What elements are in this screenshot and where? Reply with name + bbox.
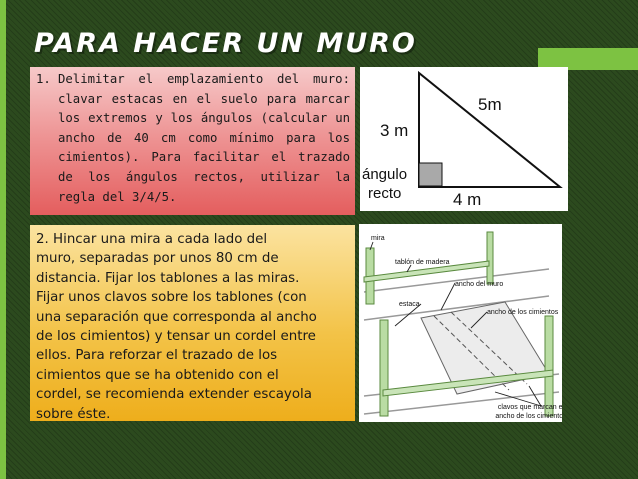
angle-label-line-2: recto [368, 185, 402, 202]
label-estaca: estaca [399, 301, 420, 308]
step-2-box [30, 225, 355, 421]
angle-label-line-1: ángulo [362, 166, 408, 183]
side-vertical-label: 3 m [380, 121, 409, 140]
slide-title: PARA HACER UN MURO [34, 28, 417, 59]
side-hypotenuse-label: 5m [478, 95, 502, 114]
step-2-text: 2. Hincar una mira a cada lado del muro, separadas por unos 80 cm de distancia. Fijar los tablones a las miras. Fijar unos clavos sobre los tablones (con una separación que corresponda al ancho de los cimientos) y tensar un cordel entre ellos. Para reforzar el trazado de los cimientos que se ha obtenido con el cordel, se recomienda extender escayola sobre éste. [36, 232, 317, 422]
right-angle-square [419, 163, 442, 186]
left-accent-bar [0, 0, 6, 479]
right-triangle-figure [360, 67, 568, 211]
label-clavos-line-2: ancho de los cimientos [495, 413, 562, 420]
step-1-number: 1. [36, 72, 51, 86]
label-ancho-muro: ancho del muro [455, 281, 504, 288]
label-tablon: tablón de madera [395, 259, 450, 266]
label-clavos-line-1: clavos que marcan el [497, 404, 562, 411]
step-1-box [30, 67, 355, 215]
label-ancho-cimientos: ancho de los cimientos [487, 309, 559, 316]
label-mira: mira [371, 235, 385, 242]
foundation-layout-figure [359, 224, 562, 422]
step-1-text: Delimitar el emplazamiento del muro: clavar estacas en el suelo para marcar los extremos y los ángulos (calcular un ancho de 40 cm como mínimo para los cimientos). Para facilitar el trazado de los ángulos rectos, utilizar la regla del 3/4/5. [58, 72, 350, 204]
side-horizontal-label: 4 m [453, 190, 482, 209]
